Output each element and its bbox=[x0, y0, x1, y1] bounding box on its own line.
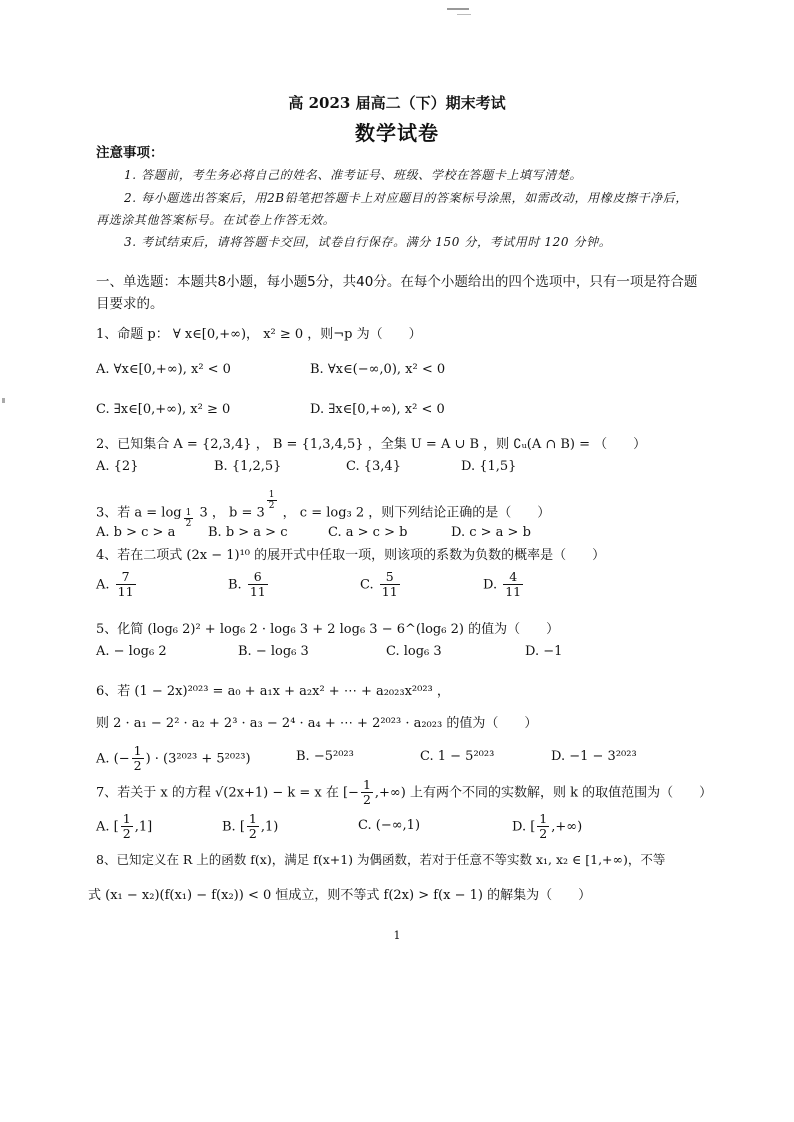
notice-item-3: 3. 考试结束后，请将答题卡交回，试卷自行保存。满分 150 分，考试用时 120 分钟。 bbox=[124, 235, 612, 249]
fraction-denominator: 2 bbox=[122, 826, 131, 842]
q1-option-c: C. ∃x∈[0,+∞), x² ≥ 0 bbox=[96, 402, 231, 417]
q3-option-d: D. c > a > b bbox=[451, 525, 531, 540]
option-text: A. [ bbox=[96, 819, 119, 835]
question-8: 8、已知定义在 R 上的函数 f(x)，满足 f(x+1) 为偶函数，若对于任意不等实数 x₁, x₂ ∈ [1,+∞)，不等 bbox=[96, 852, 666, 867]
q1-option-d: D. ∃x∈[0,+∞), x² < 0 bbox=[310, 402, 445, 417]
exam-title: 高 2023 届高二（下）期末考试 bbox=[288, 94, 506, 112]
q3-stem-part1: 3、若 a = log bbox=[96, 505, 182, 521]
question-6: 6、若 (1 − 2x)²⁰²³ = a₀ + a₁x + a₂x² + ⋯ + a₂₀₂₃x²⁰²³ ， bbox=[96, 684, 450, 699]
option-text: ,1) bbox=[260, 819, 279, 835]
option-text: B. [ bbox=[222, 819, 245, 835]
q5-option-a: A. − log₆ 2 bbox=[96, 644, 167, 659]
fraction-denominator: 11 bbox=[505, 584, 522, 600]
fraction-numerator: 1 bbox=[268, 490, 275, 500]
q4-option-a-fraction bbox=[116, 570, 136, 600]
fraction-denominator: 2 bbox=[539, 826, 548, 842]
fraction-denominator: 2 bbox=[185, 519, 192, 530]
q3-option-c: C. a > c > b bbox=[328, 525, 408, 540]
q6-option-a bbox=[96, 744, 251, 774]
fraction-denominator: 11 bbox=[117, 584, 134, 600]
q7-stem-fraction bbox=[361, 778, 373, 808]
q7-option-b-fraction bbox=[247, 812, 259, 842]
q3-exponent-fraction bbox=[267, 490, 277, 512]
q2-option-d: D. {1,5} bbox=[461, 459, 517, 474]
q1-option-a: A. ∀x∈[0,+∞), x² < 0 bbox=[96, 362, 231, 377]
q7-option-c: C. (−∞,1) bbox=[358, 818, 421, 833]
q7-stem-part2: ,+∞) 上有两个不同的实数解，则 k 的取值范围为（ ） bbox=[374, 785, 713, 801]
fraction-numerator: 1 bbox=[133, 743, 142, 758]
fraction-denominator: 2 bbox=[133, 758, 142, 774]
question-7 bbox=[96, 778, 712, 808]
option-text: A. (− bbox=[96, 751, 130, 767]
option-text: ) · (3²⁰²³ + 5²⁰²³) bbox=[145, 751, 251, 767]
q7-stem-part1: 7、若关于 x 的方程 √(2x+1) − k = x 在 [− bbox=[96, 785, 359, 801]
fraction-numerator: 1 bbox=[362, 777, 371, 792]
q2-option-b: B. {1,2,5} bbox=[214, 459, 282, 474]
notice-heading: 注意事项： bbox=[96, 145, 164, 161]
q2-option-c: C. {3,4} bbox=[346, 459, 401, 474]
q7-option-a bbox=[96, 812, 152, 842]
q1-option-b: B. ∀x∈(−∞,0), x² < 0 bbox=[310, 362, 446, 377]
q6-option-d: D. −1 − 3²⁰²³ bbox=[551, 749, 637, 764]
question-4: 4、若在二项式 (2x − 1)¹⁰ 的展开式中任取一项，则该项的系数为负数的概率是（ ） bbox=[96, 548, 606, 563]
fraction-numerator: 1 bbox=[122, 811, 131, 826]
q7-option-d-fraction bbox=[537, 812, 549, 842]
section-heading: 一、单选题：本题共8小题，每小题5分，共40分。在每个小题给出的四个选项中，只有一项是符合题 bbox=[96, 274, 698, 290]
fraction-denominator: 2 bbox=[268, 501, 275, 512]
option-label: D. bbox=[483, 577, 498, 593]
q4-option-b bbox=[228, 570, 270, 600]
question-8-cont: 式 (x₁ − x₂)(f(x₁) − f(x₂)) < 0 恒成立，则不等式 f(2x) > f(x − 1) 的解集为（ ） bbox=[88, 888, 592, 903]
fraction-numerator: 1 bbox=[539, 811, 548, 826]
q3-log-base-fraction bbox=[184, 508, 194, 530]
question-2: 2、已知集合 A = {2,3,4} ， B = {1,3,4,5} ，全集 U = A ∪ B ，则 ∁ᵤ(A ∩ B) = （ ） bbox=[96, 437, 647, 452]
section-heading-cont: 目要求的。 bbox=[96, 296, 164, 312]
q7-option-a-fraction bbox=[121, 812, 133, 842]
question-6-cont: 则 2 · a₁ − 2² · a₂ + 2³ · a₃ − 2⁴ · a₄ + ⋯ + 2²⁰²³ · a₂₀₂₃ 的值为（ ） bbox=[96, 716, 538, 731]
q6-option-c: C. 1 − 5²⁰²³ bbox=[420, 749, 495, 764]
question-5: 5、化简 (log₆ 2)² + log₆ 2 · log₆ 3 + 2 log₆ 3 − 6^(log₆ 2) 的值为（ ） bbox=[96, 622, 560, 637]
option-text: D. [ bbox=[512, 819, 536, 835]
scan-mark bbox=[447, 8, 469, 10]
q6-option-b: B. −5²⁰²³ bbox=[296, 749, 354, 764]
question-3 bbox=[96, 490, 550, 530]
fraction-denominator: 11 bbox=[381, 584, 398, 600]
q2-option-a: A. {2} bbox=[96, 459, 139, 474]
question-1: 1、命题 p： ∀ x∈[0,+∞)， x² ≥ 0 ，则¬p 为（ ） bbox=[96, 327, 422, 342]
option-label: B. bbox=[228, 577, 242, 593]
scan-mark bbox=[457, 14, 471, 15]
q5-option-d: D. −1 bbox=[525, 644, 563, 659]
notice-item-1: 1. 答题前，考生务必将自己的姓名、准考证号、班级、学校在答题卡上填写清楚。 bbox=[124, 168, 583, 182]
option-label: C. bbox=[360, 577, 374, 593]
q3-stem-part2: 3 ， b = 3 bbox=[195, 505, 265, 521]
fraction-denominator: 2 bbox=[362, 792, 371, 808]
notice-item-2-cont: 再选涂其他答案标号。在试卷上作答无效。 bbox=[96, 213, 336, 227]
q4-option-a bbox=[96, 570, 138, 600]
q4-option-d bbox=[483, 570, 525, 600]
fraction-numerator: 7 bbox=[116, 570, 136, 585]
q5-option-b: B. − log₆ 3 bbox=[238, 644, 309, 659]
q3-option-b: B. b > a > c bbox=[208, 525, 288, 540]
option-text: ,1] bbox=[134, 819, 153, 835]
scan-mark bbox=[2, 398, 5, 403]
exam-subject: 数学试卷 bbox=[355, 121, 439, 145]
q7-option-b bbox=[222, 812, 278, 842]
q7-option-d bbox=[512, 812, 582, 842]
q5-option-c: C. log₆ 3 bbox=[386, 644, 442, 659]
page-number: 1 bbox=[393, 929, 401, 942]
option-label: A. bbox=[96, 577, 110, 593]
q4-option-b-fraction bbox=[248, 570, 268, 600]
fraction-numerator: 1 bbox=[248, 811, 257, 826]
notice-item-2: 2. 每小题选出答案后，用2B铅笔把答题卡上对应题目的答案标号涂黑，如需改动，用橡皮擦干净后， bbox=[124, 191, 688, 205]
q4-option-c-fraction bbox=[380, 570, 400, 600]
fraction-denominator: 11 bbox=[249, 584, 266, 600]
q4-option-d-fraction bbox=[503, 570, 523, 600]
q4-option-c bbox=[360, 570, 402, 600]
fraction-numerator: 1 bbox=[185, 508, 192, 518]
fraction-numerator: 5 bbox=[380, 570, 400, 585]
q3-option-a: A. b > c > a bbox=[96, 525, 176, 540]
option-text: ,+∞) bbox=[551, 819, 583, 835]
fraction-numerator: 6 bbox=[248, 570, 268, 585]
fraction-denominator: 2 bbox=[248, 826, 257, 842]
q3-stem-part3: ， c = log₃ 2 ，则下列结论正确的是（ ） bbox=[278, 505, 551, 521]
q6-option-a-fraction bbox=[132, 744, 144, 774]
fraction-numerator: 4 bbox=[503, 570, 523, 585]
